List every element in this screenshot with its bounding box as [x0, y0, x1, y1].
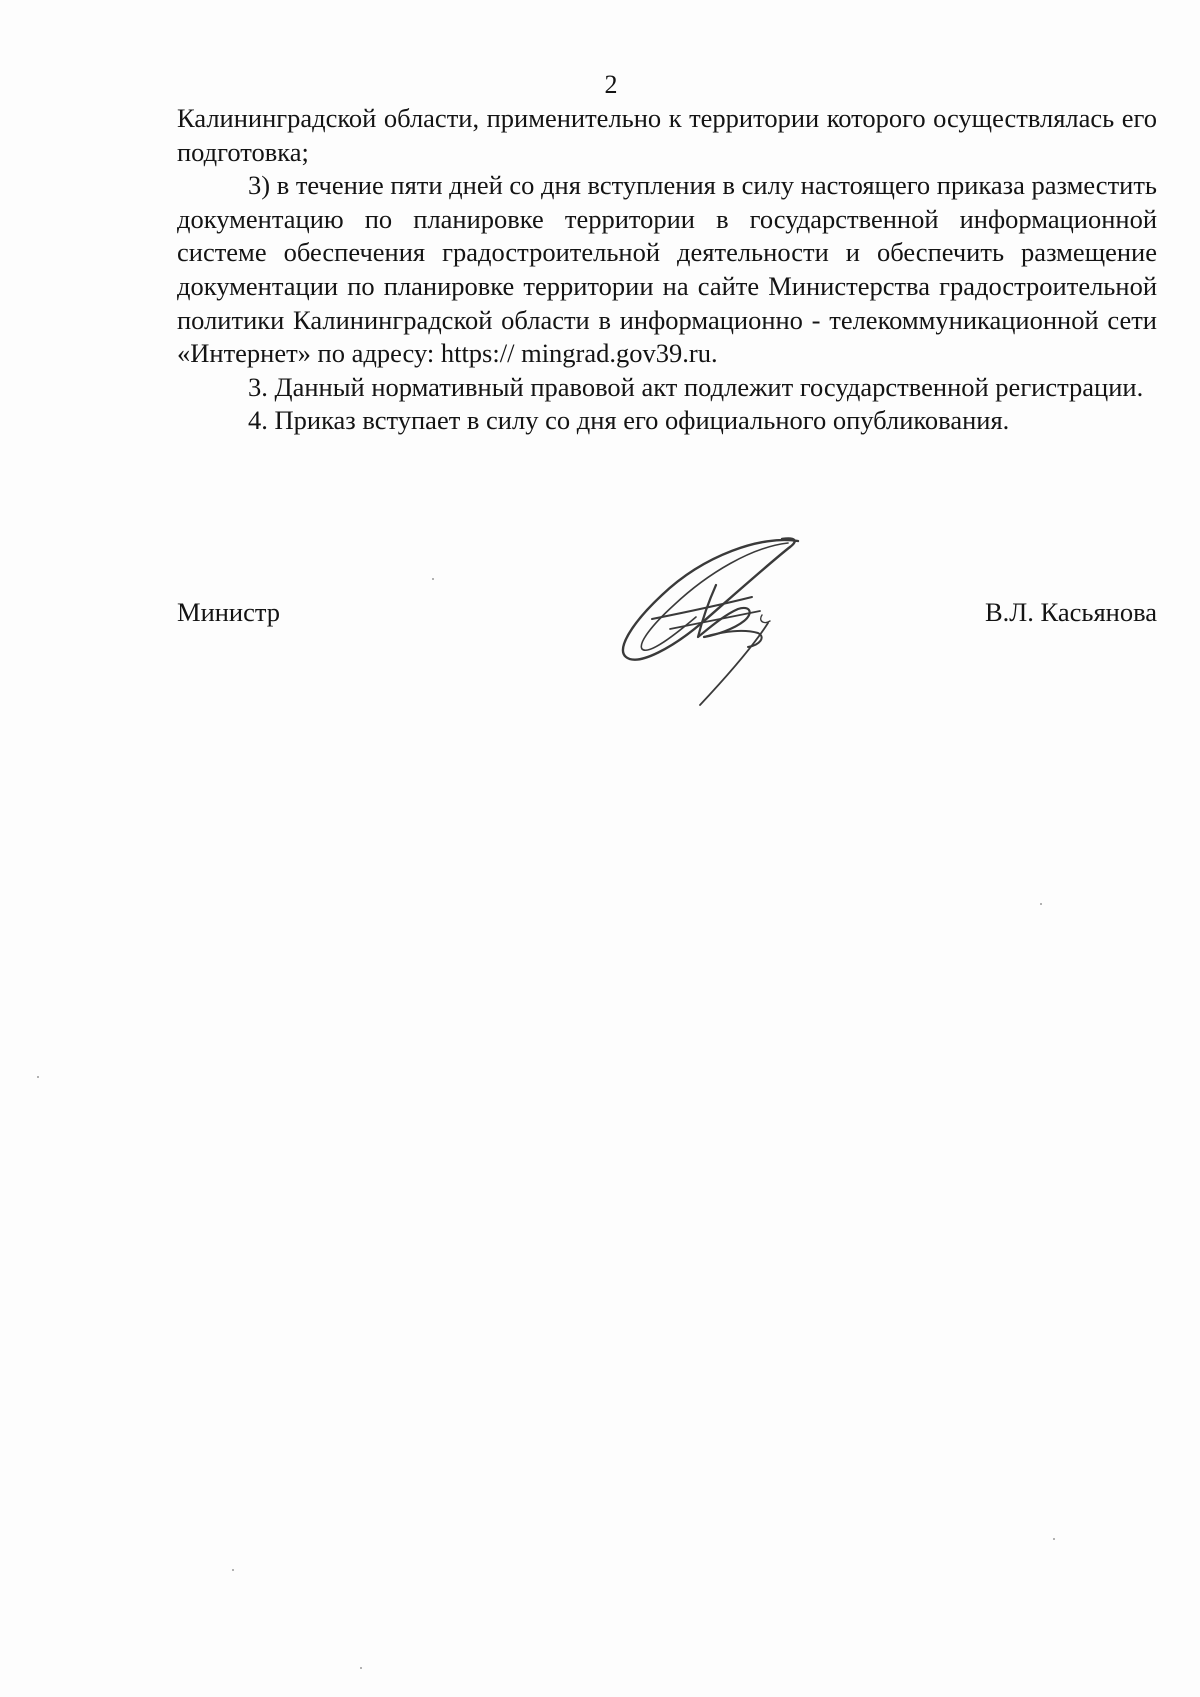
scan-speck: [432, 578, 434, 580]
paragraph-item-3: 3. Данный нормативный правовой акт подлежит государственной регистрации.: [248, 371, 1144, 402]
signatory-position: Министр: [177, 597, 281, 627]
handwritten-signature: [612, 525, 817, 710]
document-body: [177, 102, 1157, 438]
paragraph-item-3-subitem-3: 3) в течение пяти дней со дня вступления в силу настоящего приказа разместить документацию по планировке территории в государственной информационной системе обеспечения градостроительной деятельности и обеспечить размещение документации по планировке территории на сайте Министерства градостроительной политики Калининградской области в информационно - телекоммуникационной сети «Интернет» по адресу: https:// mingrad.gov39.ru.: [177, 170, 1157, 369]
page-number: 2: [604, 70, 618, 99]
paragraph-continuation: Калининградской области, применительно к территории которого осуществлялась его подготовка;: [177, 103, 1157, 167]
scan-speck: [360, 1667, 362, 1669]
scan-speck: [1040, 903, 1042, 905]
scan-speck: [37, 1076, 39, 1078]
scan-speck: [232, 1569, 234, 1571]
paragraph-item-4: 4. Приказ вступает в силу со дня его официального опубликования.: [248, 405, 1010, 436]
signatory-name: В.Л. Касьянова: [984, 597, 1157, 627]
scan-speck: [1053, 1538, 1055, 1540]
